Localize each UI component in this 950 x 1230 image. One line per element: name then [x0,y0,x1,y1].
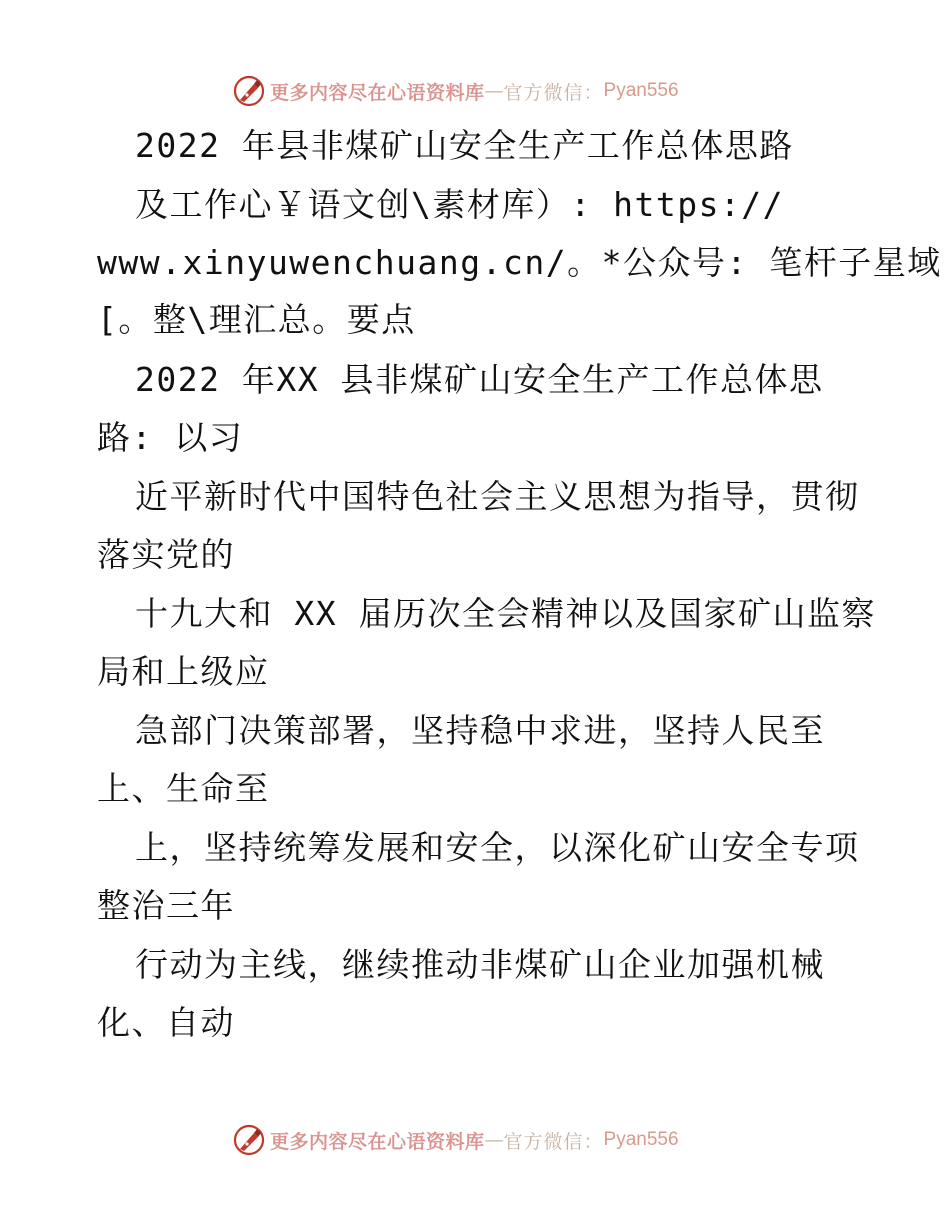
watermark-contact-id: Pyan556 [603,1129,679,1150]
text-line: 落实党的 [97,535,235,574]
text-line: 2022 年县非煤矿山安全生产工作总体思路 [135,126,794,165]
watermark-separator: — [484,1129,504,1151]
text-line: 近平新时代中国特色社会主义思想为指导，贯彻 [135,477,860,516]
watermark-title: 更多内容尽在心语资料库 [270,1130,485,1153]
text-line: 化、自动 [97,1003,235,1042]
header-watermark [232,71,679,111]
text-line: 整治三年 [97,886,235,925]
text-line: 十九大和 XX 届历次全会精神以及国家矿山监察 [135,594,876,633]
text-line: 路: 以习 [97,418,244,457]
watermark-contact-label: 官方微信： [503,81,604,104]
watermark-contact-id: Pyan556 [603,80,679,101]
watermark-separator: — [484,80,504,102]
watermark-title: 更多内容尽在心语资料库 [270,81,485,104]
text-line: 上、生命至 [97,769,270,808]
watermark-contact-label: 官方微信： [503,1130,604,1153]
text-line: 上，坚持统筹发展和安全，以深化矿山安全专项 [135,828,860,867]
footer-watermark [232,1120,679,1160]
text-line: [。整\理汇总。要点 [97,300,416,339]
pen-nib-circle-icon [232,1123,266,1157]
text-line: 急部门决策部署，坚持稳中求进，坚持人民至 [135,711,825,750]
text-line: www.xinyuwenchuang.cn/。*公众号: 笔杆子星域 [97,243,942,282]
text-line: 局和上级应 [97,652,270,691]
text-line: 及工作心￥语文创\素材库）: https:// [135,185,785,224]
pen-nib-circle-icon [232,74,266,108]
text-line: 行动为主线，继续推动非煤矿山企业加强机械 [135,945,825,984]
text-line: 2022 年XX 县非煤矿山安全生产工作总体思 [135,360,824,399]
